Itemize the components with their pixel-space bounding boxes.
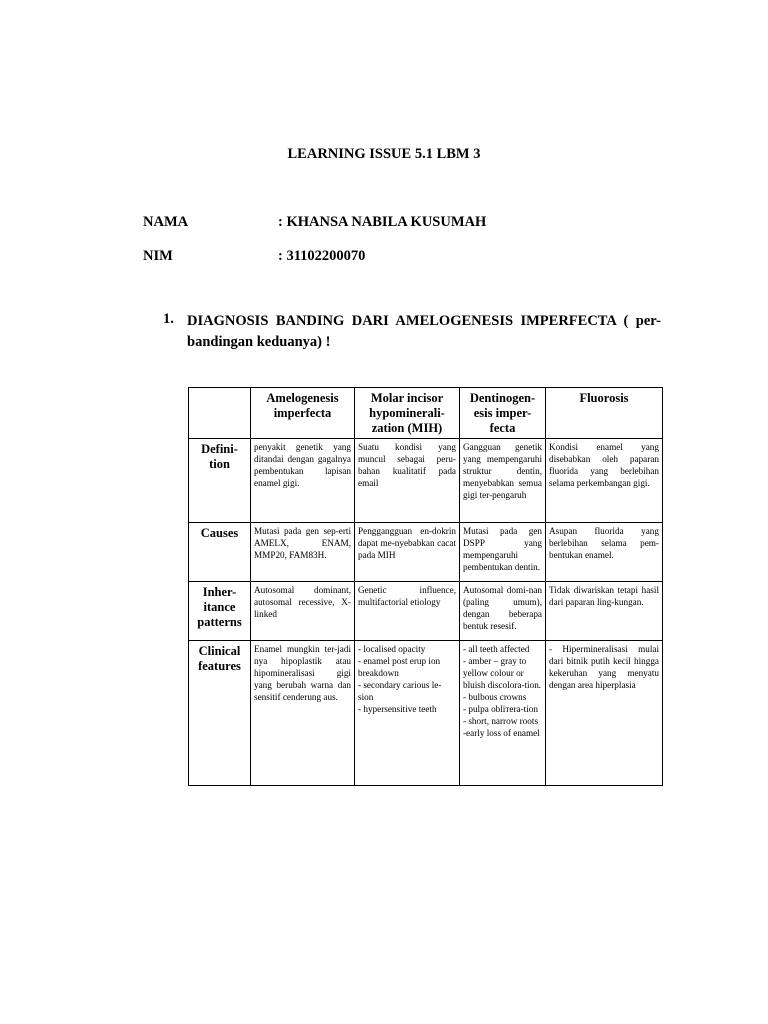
nim-value: : 31102200070 — [278, 248, 366, 264]
nama-label: NAMA — [143, 214, 189, 230]
header-amelogenesis: Amelogenesis imperfecta — [251, 388, 355, 439]
table-cell: Tidak diwariskan tetapi hasil dari paparan ling-kungan. — [546, 582, 663, 641]
row-label-inheritance: Inher-itance patterns — [189, 582, 251, 641]
row-label-causes: Causes — [189, 523, 251, 582]
table-cell: - Hipermineralisasi mulai dari bitnik putih kecil hingga kekeruhan yang menyatu dengan area hiperplasia — [546, 641, 663, 786]
comparison-table — [188, 387, 663, 786]
nim-label: NIM — [143, 248, 173, 264]
header-mih: Molar incisor hypominerali-zation (MIH) — [355, 388, 460, 439]
table-cell: Gangguan genetik yang mempengaruhi struktur dentin, menyebabkan semua gigi ter-pengaruh — [460, 439, 546, 523]
table-row — [189, 582, 663, 641]
header-dentinogenesis: Dentinogen-esis imper-fecta — [460, 388, 546, 439]
row-label-definition: Defini-tion — [189, 439, 251, 523]
header-fluorosis: Fluorosis — [546, 388, 663, 439]
question-number: 1. — [163, 311, 174, 327]
question-text: DIAGNOSIS BANDING DARI AMELOGENESIS IMPERFECTA ( per-bandingan keduanya) ! — [187, 313, 661, 350]
table-row — [189, 439, 663, 523]
table-cell: Mutasi pada gen sep-erti AMELX, ENAM, MMP20, FAM83H. — [251, 523, 355, 582]
row-label-clinical: Clinical features — [189, 641, 251, 786]
table-cell: Enamel mungkin ter-jadi nya hipoplastik atau hipomineralisasi gigi yang berubah warna dan sensitif cenderung aus. — [251, 641, 355, 786]
table-cell: penyakit genetik yang ditandai dengan gagalnya pembentukan lapisan enamel gigi. — [251, 439, 355, 523]
table-cell: Genetic influence, multifactorial etiology — [355, 582, 460, 641]
table-row — [189, 523, 663, 582]
table-header-row — [189, 388, 663, 439]
table-cell: Penggangguan en-dokrin dapat me-nyebabkan cacat pada MIH — [355, 523, 460, 582]
nama-value: : KHANSA NABILA KUSUMAH — [278, 214, 487, 230]
table-cell: Kondisi enamel yang disebabkan oleh paparan fluorida yang berlebihan selama perkembangan gigi. — [546, 439, 663, 523]
table-cell: Asupan fluorida yang berlebihan selama pem-bentukan enamel. — [546, 523, 663, 582]
table-row — [189, 641, 663, 786]
table-cell: Autosomal domi-nan (paling umum), dengan beberapa bentuk resesif. — [460, 582, 546, 641]
table-cell: Autosomal dominant, autosomal recessive, X-linked — [251, 582, 355, 641]
page-title: LEARNING ISSUE 5.1 LBM 3 — [287, 146, 481, 162]
table-cell: Mutasi pada gen DSPP yang mempengaruhi pembentukan dentin. — [460, 523, 546, 582]
table-cell: - localised opacity - enamel post erup ion breakdown - secondary carious le-sion - hypersensitive teeth — [355, 641, 460, 786]
table-cell: - all teeth affected - amber – gray to yellow colour or bluish discolora-tion. - bulbous crowns - pulpa obliтera-tion - short, narrow roots -early loss of enamel — [460, 641, 546, 786]
header-corner — [189, 388, 251, 439]
table-cell: Suatu kondisi yang muncul sebagai peru-bahan kualitatif pada email — [355, 439, 460, 523]
